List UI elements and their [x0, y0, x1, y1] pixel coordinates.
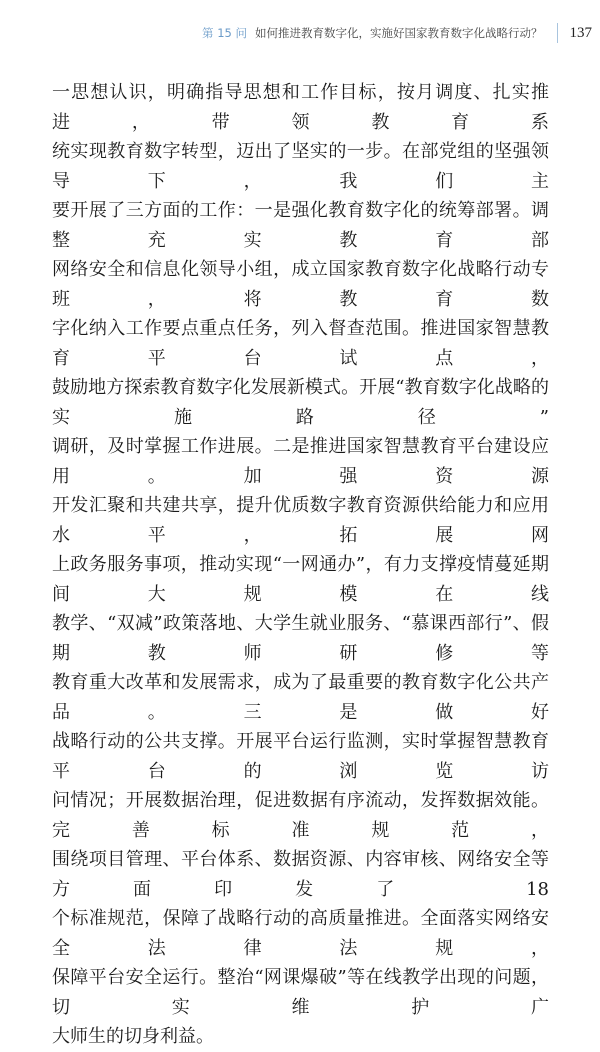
text-line: 上政务服务事项，推动实现“一网通办”，有力支撑疫情蔓延期间大规模在线 — [52, 554, 549, 605]
body-paragraph — [52, 78, 549, 1052]
page-number: 137 — [569, 24, 592, 41]
question-title: 如何推进教育数字化，实施好国家教育数字化战略行动？ — [255, 26, 543, 40]
text-line: 围绕项目管理、平台体系、数据资源、内容审核、网络安全等方面印发了 18 — [52, 849, 549, 900]
text-line: 鼓励地方探索教育数字化发展新模式。开展“教育数字化战略的实施路径” — [52, 377, 549, 428]
text-line: 个标准规范，保障了战略行动的高质量推进。全面落实网络安全法律法规， — [52, 908, 549, 959]
text-line: 保障平台安全运行。整治“网课爆破”等在线教学出现的问题，切实维护广 — [52, 967, 549, 1018]
text-line: 统实现教育数字转型，迈出了坚实的一步。在部党组的坚强领导下，我们主 — [52, 141, 549, 192]
text-line: 问情况；开展数据治理，促进数据有序流动，发挥数据效能。完善标准规范， — [52, 790, 549, 841]
text-line: 字化纳入工作要点重点任务，列入督查范围。推进国家智慧教育平台试点， — [52, 318, 549, 369]
text-line: 战略行动的公共支撑。开展平台运行监测，实时掌握智慧教育平台的浏览访 — [52, 731, 549, 782]
text-line: 要开展了三方面的工作：一是强化教育数字化的统筹部署。调整充实教育部 — [52, 200, 549, 251]
running-header — [200, 22, 592, 44]
text-line: 一思想认识，明确指导思想和工作目标，按月调度、扎实推进，带领教育系 — [52, 82, 549, 133]
text-line: 调研，及时掌握工作进展。二是推进国家智慧教育平台建设应用。加强资源 — [52, 436, 549, 487]
text-line: 开发汇聚和共建共享，提升优质数字教育资源供给能力和应用水平，拓展网 — [52, 495, 549, 546]
question-number: 第 15 问 — [202, 26, 247, 40]
header-divider — [557, 23, 558, 43]
text-line: 教学、“双减”政策落地、大学生就业服务、“慕课西部行”、假期教师研修等 — [52, 613, 549, 664]
text-line: 大师生的切身利益。 — [52, 1026, 214, 1047]
text-line: 教育重大改革和发展需求，成为了最重要的教育数字化公共产品。三是做好 — [52, 672, 549, 723]
text-line: 网络安全和信息化领导小组，成立国家教育数字化战略行动专班，将教育数 — [52, 259, 549, 310]
